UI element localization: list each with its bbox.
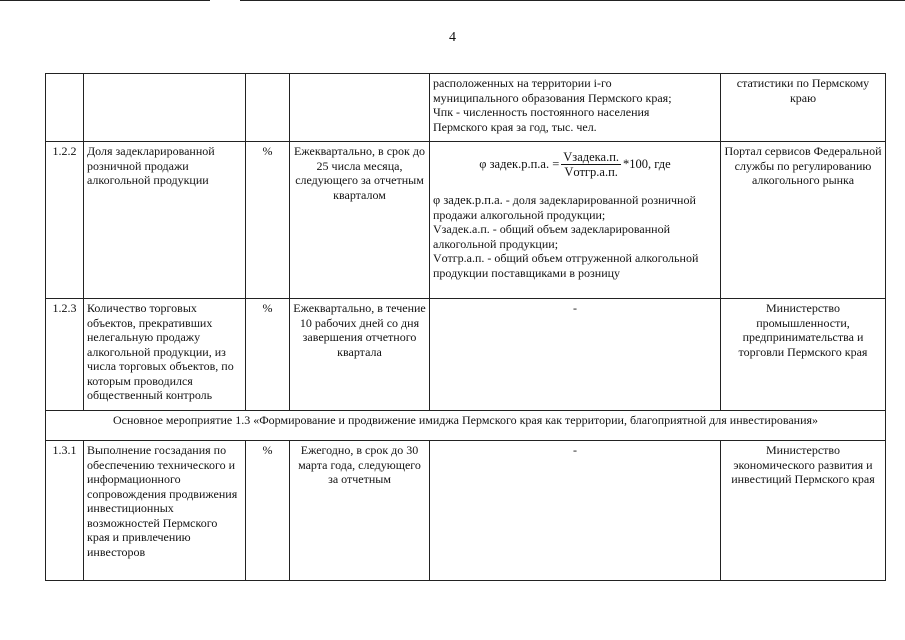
table-row-1-2-2 (46, 142, 886, 299)
cell-name (84, 74, 246, 142)
table-row-1-3-1 (46, 441, 886, 581)
cell-source: Портал сервисов Федеральной службы по регулированию алкогольного рынка (721, 142, 886, 299)
cell-unit: % (246, 441, 290, 581)
cell-num: 1.3.1 (46, 441, 84, 581)
definition-v1: Vзадек.а.п. - общий объем задекларированной алкогольной продукции; (433, 222, 671, 251)
definition-v2: Vотгр.а.п. - общий объем отгруженной алкогольной продукции поставщиками в розницу (433, 251, 699, 280)
cell-name: Доля задекларированной розничной продажи алкогольной продукции (84, 142, 246, 299)
method-line: Пермского края за год, тыс. чел. (433, 119, 597, 134)
top-rule-left (0, 0, 210, 1)
table-row-continuation (46, 74, 886, 142)
method-line: Чпк - численность постоянного населения (433, 105, 650, 119)
cell-name: Выполнение госзадания по обеспечению технического и информационного сопровождения продвижения инвестиционных возможностей Пермского края и привлечению инвесторов (84, 441, 246, 581)
cell-method: - (430, 441, 721, 581)
cell-unit: % (246, 299, 290, 411)
cell-method: - (430, 299, 721, 411)
indicators-table (45, 73, 886, 581)
definition-phi (433, 193, 717, 222)
cell-source: статистики по Пермскому краю (721, 74, 886, 142)
cell-unit (246, 74, 290, 142)
cell-source: Министерство промышленности, предпринимательства и торговли Пермского края (721, 299, 886, 411)
phi-text: - доля задекларированной розничной продажи алкогольной продукции; (433, 193, 696, 222)
cell-num (46, 74, 84, 142)
cell-period: Ежеквартально, в течение 10 рабочих дней со дня завершения отчетного квартала (290, 299, 430, 411)
cell-source: Министерство экономического развития и инвестиций Пермского края (721, 441, 886, 581)
formula-lhs: φ задек.р.п.а. = (479, 157, 560, 172)
cell-period (290, 74, 430, 142)
cell-method (430, 74, 721, 142)
cell-num: 1.2.3 (46, 299, 84, 411)
top-rule-right (240, 0, 905, 1)
cell-period: Ежегодно, в срок до 30 марта года, следующего за отчетным (290, 441, 430, 581)
formula-denominator: Vотгр.а.п. (564, 165, 618, 179)
cell-name: Количество торговых объектов, прекративших нелегальную продажу алкогольной продукции, из числа торговых объектов, по которым проводился общественный контроль (84, 299, 246, 411)
cell-period: Ежеквартально, в срок до 25 числа месяца, следующего за отчетным кварталом (290, 142, 430, 299)
page-number: 4 (449, 30, 456, 45)
method-line: расположенных на территории i-го (433, 76, 612, 90)
cell-method (430, 142, 721, 299)
cell-num: 1.2.2 (46, 142, 84, 299)
formula-rhs: *100, где (623, 157, 671, 172)
phi-symbol: φ задек.р.п.а. (433, 193, 503, 207)
formula-fraction (561, 150, 621, 179)
formula (433, 150, 717, 179)
table-row-1-2-3 (46, 299, 886, 411)
cell-unit: % (246, 142, 290, 299)
section-heading: Основное мероприятие 1.3 «Формирование и продвижение имиджа Пермского края как территории, благоприятной для инвестирования» (46, 411, 886, 441)
method-line: муниципального образования Пермского края; (433, 90, 672, 105)
formula-numerator: Vзадека.п. (563, 150, 620, 164)
table-row-section-1-3 (46, 411, 886, 441)
